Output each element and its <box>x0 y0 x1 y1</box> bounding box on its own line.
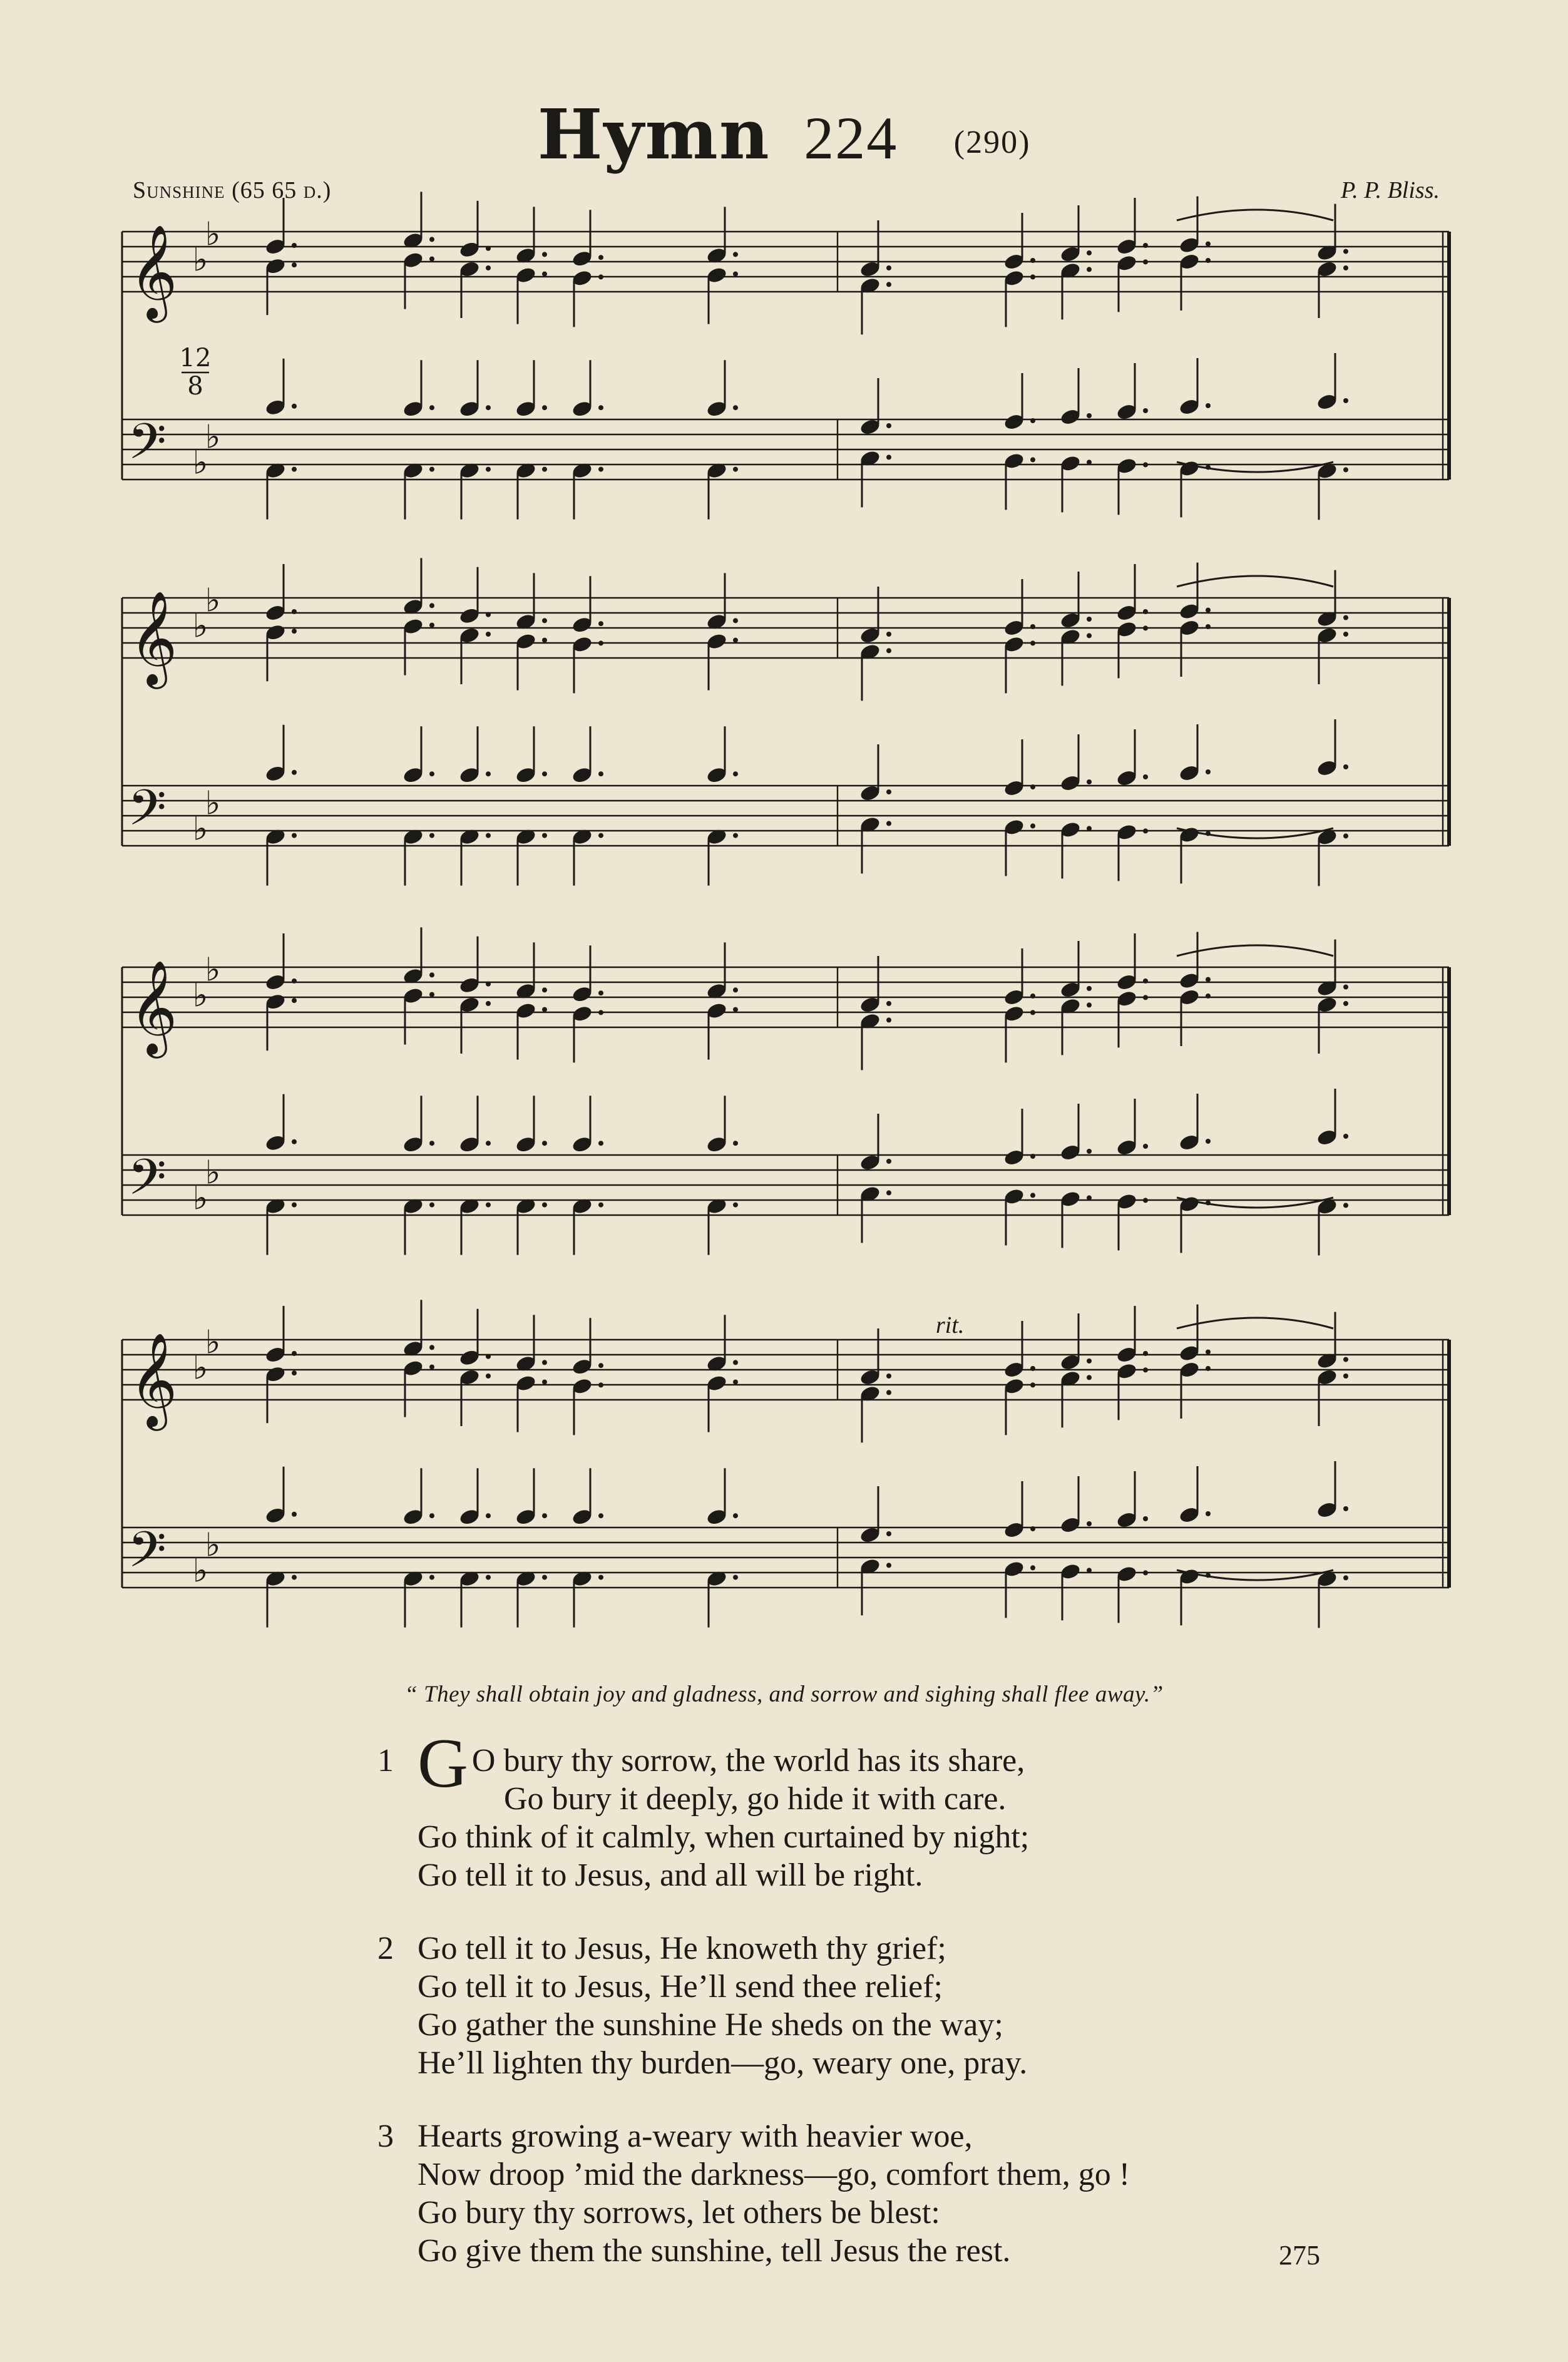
tie <box>1177 1198 1333 1208</box>
augmentation-dot <box>542 1380 547 1385</box>
augmentation-dot <box>733 252 738 257</box>
augmentation-dot <box>292 467 297 472</box>
augmentation-dot <box>1343 833 1348 838</box>
verse-line: Hearts growing a-weary with heavier woe, <box>418 2118 973 2154</box>
augmentation-dot <box>292 1203 297 1208</box>
verse-1 <box>377 1725 1130 1894</box>
augmentation-dot <box>1087 986 1092 991</box>
augmentation-dot <box>542 771 547 776</box>
augmentation-dot <box>486 265 491 270</box>
augmentation-dot <box>1206 1511 1211 1516</box>
augmentation-dot <box>598 640 603 645</box>
augmentation-dot <box>486 1513 491 1518</box>
augmentation-dot <box>429 1365 434 1370</box>
verse-line: Go tell it to Jesus, He knoweth thy grief; <box>418 1931 946 1966</box>
augmentation-dot <box>486 467 491 472</box>
verse-number: 2 <box>377 1931 394 1966</box>
tie <box>1177 462 1333 472</box>
hymn-number: 224 <box>804 105 898 172</box>
augmentation-dot <box>542 833 547 838</box>
augmentation-dot <box>1343 764 1348 769</box>
augmentation-dot <box>292 262 297 267</box>
augmentation-dot <box>733 1141 738 1146</box>
tempo-marking: rit. <box>936 1312 965 1338</box>
augmentation-dot <box>733 771 738 776</box>
augmentation-dot <box>1030 1366 1035 1371</box>
augmentation-dot <box>733 1203 738 1208</box>
flat-sign: ♭ <box>205 1323 221 1362</box>
flat-sign: ♭ <box>205 951 221 989</box>
augmentation-dot <box>1087 633 1092 638</box>
augmentation-dot <box>429 1345 434 1350</box>
augmentation-dot <box>733 1007 738 1012</box>
tie <box>1177 576 1333 587</box>
augmentation-dot <box>886 1563 891 1568</box>
augmentation-dot <box>486 982 491 987</box>
augmentation-dot <box>486 1374 491 1379</box>
augmentation-dot <box>733 1575 738 1580</box>
augmentation-dot <box>542 638 547 643</box>
augmentation-dot <box>733 833 738 838</box>
augmentation-dot <box>598 833 603 838</box>
alt-number: (290) <box>953 124 1031 160</box>
augmentation-dot <box>542 987 547 992</box>
flat-sign: ♭ <box>192 241 208 279</box>
augmentation-dot <box>1030 274 1035 279</box>
augmentation-dot <box>1206 1350 1211 1355</box>
augmentation-dot <box>1343 615 1348 620</box>
augmentation-dot <box>542 1513 547 1518</box>
drop-cap: G <box>418 1725 468 1802</box>
augmentation-dot <box>429 1513 434 1518</box>
augmentation-dot <box>429 1575 434 1580</box>
augmentation-dot <box>1143 462 1148 467</box>
augmentation-dot <box>542 618 547 623</box>
augmentation-dot <box>1087 1358 1092 1363</box>
augmentation-dot <box>886 632 891 637</box>
augmentation-dot <box>1087 1195 1092 1200</box>
page-number: 275 <box>1279 2240 1320 2271</box>
verse-line: Go give them the sunshine, tell Jesus the rest. <box>418 2233 1011 2269</box>
augmentation-dot <box>292 404 297 409</box>
augmentation-dot <box>1030 1010 1035 1015</box>
augmentation-dot <box>598 621 603 626</box>
augmentation-dot <box>733 1380 738 1385</box>
augmentation-dot <box>1030 640 1035 645</box>
augmentation-dot <box>1087 460 1092 465</box>
augmentation-dot <box>733 405 738 410</box>
augmentation-dot <box>1030 823 1035 828</box>
augmentation-dot <box>1206 258 1211 263</box>
verse-line: Go tell it to Jesus, He’ll send thee relief; <box>418 1969 943 2005</box>
flat-sign: ♭ <box>192 1349 208 1387</box>
augmentation-dot <box>733 1513 738 1518</box>
flat-sign: ♭ <box>192 444 208 482</box>
augmentation-dot <box>292 629 297 634</box>
augmentation-dot <box>1143 1144 1148 1149</box>
tie <box>1177 945 1333 956</box>
augmentation-dot <box>542 1007 547 1012</box>
augmentation-dot <box>1030 1382 1035 1387</box>
tie <box>1177 1570 1333 1580</box>
augmentation-dot <box>1143 1198 1148 1203</box>
augmentation-dot <box>1343 1506 1348 1511</box>
augmentation-dot <box>886 1159 891 1164</box>
augmentation-dot <box>486 1575 491 1580</box>
augmentation-dot <box>429 237 434 242</box>
augmentation-dot <box>1030 784 1035 789</box>
augmentation-dot <box>1343 398 1348 403</box>
augmentation-dot <box>1087 1002 1092 1007</box>
augmentation-dot <box>886 1001 891 1006</box>
augmentation-dot <box>598 1382 603 1387</box>
augmentation-dot <box>1087 1568 1092 1573</box>
augmentation-dot <box>1087 779 1092 784</box>
verse-3 <box>379 2117 1130 2270</box>
augmentation-dot <box>1143 408 1148 413</box>
tie <box>1177 210 1333 220</box>
flat-sign: ♭ <box>192 1552 208 1590</box>
bass-clef: 𝄢 <box>128 779 167 849</box>
augmentation-dot <box>429 1203 434 1208</box>
augmentation-dot <box>1143 625 1148 630</box>
treble-clef: 𝄞 <box>129 959 178 1054</box>
augmentation-dot <box>1143 609 1148 614</box>
augmentation-dot <box>733 618 738 623</box>
augmentation-dot <box>1206 403 1211 408</box>
augmentation-dot <box>598 1010 603 1015</box>
augmentation-dot <box>733 1360 738 1365</box>
augmentation-dot <box>1143 1516 1148 1521</box>
augmentation-dot <box>486 1203 491 1208</box>
augmentation-dot <box>1087 1149 1092 1154</box>
tie <box>1177 1318 1333 1328</box>
augmentation-dot <box>598 255 603 260</box>
augmentation-dot <box>542 1360 547 1365</box>
augmentation-dot <box>1087 413 1092 418</box>
flat-sign: ♭ <box>205 418 221 456</box>
composer: P. P. Bliss. <box>1340 177 1440 203</box>
augmentation-dot <box>598 1203 603 1208</box>
treble-clef: 𝄞 <box>129 590 178 685</box>
flat-sign: ♭ <box>205 215 221 254</box>
augmentation-dot <box>1030 1193 1035 1198</box>
augmentation-dot <box>292 833 297 838</box>
verse-line: Go bury thy sorrows, let others be blest: <box>418 2195 940 2231</box>
augmentation-dot <box>1030 258 1035 263</box>
augmentation-dot <box>1343 632 1348 637</box>
augmentation-dot <box>1143 828 1148 833</box>
verses <box>377 1725 1130 2305</box>
augmentation-dot <box>886 282 891 287</box>
augmentation-dot <box>886 423 891 428</box>
augmentation-dot <box>1343 1134 1348 1139</box>
augmentation-dot <box>486 833 491 838</box>
flat-sign: ♭ <box>192 607 208 645</box>
augmentation-dot <box>1343 249 1348 254</box>
bass-clef: 𝄢 <box>128 1148 167 1218</box>
augmentation-dot <box>1030 1526 1035 1531</box>
augmentation-dot <box>486 1141 491 1146</box>
augmentation-dot <box>1087 1375 1092 1380</box>
tie <box>1177 828 1333 838</box>
flat-sign: ♭ <box>205 582 221 620</box>
verse-line: Go gather the sunshine He sheds on the way; <box>418 2007 1003 2043</box>
augmentation-dot <box>1343 265 1348 270</box>
augmentation-dot <box>733 467 738 472</box>
augmentation-dot <box>292 1139 297 1144</box>
augmentation-dot <box>1206 1139 1211 1144</box>
augmentation-dot <box>1343 1203 1348 1208</box>
augmentation-dot <box>292 1512 297 1517</box>
scripture-quote: “ They shall obtain joy and gladness, and sorrow and sighing shall flee away.” <box>404 1682 1164 1707</box>
augmentation-dot <box>598 1141 603 1146</box>
augmentation-dot <box>292 609 297 614</box>
augmentation-dot <box>733 987 738 992</box>
augmentation-dot <box>886 265 891 270</box>
augmentation-dot <box>886 1531 891 1536</box>
augmentation-dot <box>1143 1570 1148 1575</box>
augmentation-dot <box>1030 1565 1035 1570</box>
augmentation-dot <box>1087 617 1092 622</box>
augmentation-dot <box>429 992 434 997</box>
augmentation-dot <box>292 1370 297 1375</box>
augmentation-dot <box>1143 259 1148 264</box>
augmentation-dot <box>733 638 738 643</box>
augmentation-dot <box>429 257 434 262</box>
augmentation-dot <box>886 454 891 460</box>
augmentation-dot <box>886 1017 891 1022</box>
augmentation-dot <box>1343 467 1348 472</box>
treble-clef: 𝄞 <box>129 223 178 319</box>
bass-clef: 𝄢 <box>128 1521 167 1591</box>
verse-line: Now droop ’mid the darkness—go, comfort them, go ! <box>418 2157 1130 2192</box>
augmentation-dot <box>486 771 491 776</box>
augmentation-dot <box>1030 624 1035 629</box>
augmentation-dot <box>292 770 297 775</box>
augmentation-dot <box>1343 1575 1348 1580</box>
augmentation-dot <box>886 1190 891 1195</box>
augmentation-dot <box>598 274 603 279</box>
augmentation-dot <box>1143 243 1148 248</box>
augmentation-dot <box>292 978 297 983</box>
flat-sign: ♭ <box>192 977 208 1015</box>
augmentation-dot <box>542 467 547 472</box>
verse-line: He’ll lighten thy burden—go, weary one, pray. <box>418 2045 1028 2081</box>
augmentation-dot <box>429 405 434 410</box>
verse-number: 1 <box>377 1743 394 1779</box>
augmentation-dot <box>598 1575 603 1580</box>
augmentation-dot <box>598 405 603 410</box>
augmentation-dot <box>486 246 491 251</box>
time-signature-bottom: 8 <box>187 372 203 401</box>
augmentation-dot <box>1206 977 1211 982</box>
tune-name: Sunshine (65 65 d.) <box>133 177 332 203</box>
augmentation-dot <box>1030 1154 1035 1159</box>
verse-line: Go think of it calmly, when curtained by night; <box>418 1819 1030 1855</box>
augmentation-dot <box>542 1575 547 1580</box>
time-signature-top: 12 <box>179 344 212 372</box>
augmentation-dot <box>1206 624 1211 629</box>
augmentation-dot <box>1087 267 1092 272</box>
augmentation-dot <box>886 1374 891 1379</box>
augmentation-dot <box>1087 826 1092 831</box>
flat-sign: ♭ <box>205 784 221 823</box>
augmentation-dot <box>1343 1357 1348 1362</box>
augmentation-dot <box>1030 418 1035 423</box>
title-word: Hymn <box>537 94 771 175</box>
augmentation-dot <box>1343 985 1348 990</box>
augmentation-dot <box>886 648 891 653</box>
augmentation-dot <box>292 1351 297 1356</box>
verse-number: 3 <box>377 2118 394 2154</box>
augmentation-dot <box>542 272 547 277</box>
augmentation-dot <box>1030 457 1035 462</box>
augmentation-dot <box>429 1141 434 1146</box>
augmentation-dot <box>598 1513 603 1518</box>
flat-sign: ♭ <box>205 1526 221 1564</box>
verse-line: Go tell it to Jesus, and all will be right. <box>418 1857 923 1893</box>
augmentation-dot <box>429 623 434 628</box>
augmentation-dot <box>1206 769 1211 774</box>
augmentation-dot <box>542 1203 547 1208</box>
augmentation-dot <box>486 632 491 637</box>
augmentation-dot <box>1206 608 1211 613</box>
augmentation-dot <box>886 821 891 826</box>
augmentation-dot <box>598 771 603 776</box>
augmentation-dot <box>486 1354 491 1359</box>
augmentation-dot <box>1206 1366 1211 1371</box>
augmentation-dot <box>486 405 491 410</box>
augmentation-dot <box>292 1575 297 1580</box>
augmentation-dot <box>1206 242 1211 247</box>
augmentation-dot <box>429 833 434 838</box>
augmentation-dot <box>542 405 547 410</box>
augmentation-dot <box>542 1141 547 1146</box>
augmentation-dot <box>486 1001 491 1006</box>
augmentation-dot <box>1143 1367 1148 1372</box>
augmentation-dot <box>1343 1374 1348 1379</box>
augmentation-dot <box>1143 978 1148 983</box>
treble-clef: 𝄞 <box>129 1332 178 1427</box>
augmentation-dot <box>1030 994 1035 999</box>
augmentation-dot <box>429 771 434 776</box>
augmentation-dot <box>598 1363 603 1368</box>
augmentation-dot <box>429 972 434 977</box>
augmentation-dot <box>1087 1521 1092 1526</box>
augmentation-dot <box>1143 995 1148 1000</box>
flat-sign: ♭ <box>192 810 208 848</box>
verse-line: G O bury thy sorrow, the world has its share, <box>418 1725 1025 1802</box>
augmentation-dot <box>1143 1351 1148 1356</box>
augmentation-dot <box>292 243 297 248</box>
augmentation-dot <box>733 272 738 277</box>
augmentation-dot <box>598 990 603 995</box>
augmentation-dot <box>542 252 547 257</box>
augmentation-dot <box>598 467 603 472</box>
augmentation-dot <box>886 1390 891 1395</box>
augmentation-dot <box>1206 994 1211 999</box>
augmentation-dot <box>429 467 434 472</box>
augmentation-dot <box>1143 774 1148 779</box>
augmentation-dot <box>486 612 491 617</box>
augmentation-dot <box>429 603 434 608</box>
augmentation-dot <box>1087 250 1092 255</box>
bass-clef: 𝄢 <box>128 413 167 483</box>
augmentation-dot <box>886 789 891 794</box>
flat-sign: ♭ <box>205 1154 221 1192</box>
flat-sign: ♭ <box>192 1179 208 1218</box>
augmentation-dot <box>1343 1001 1348 1006</box>
verse-2 <box>379 1929 1130 2082</box>
augmentation-dot <box>292 998 297 1003</box>
verse-line: Go bury it deeply, go hide it with care. <box>504 1781 1007 1817</box>
